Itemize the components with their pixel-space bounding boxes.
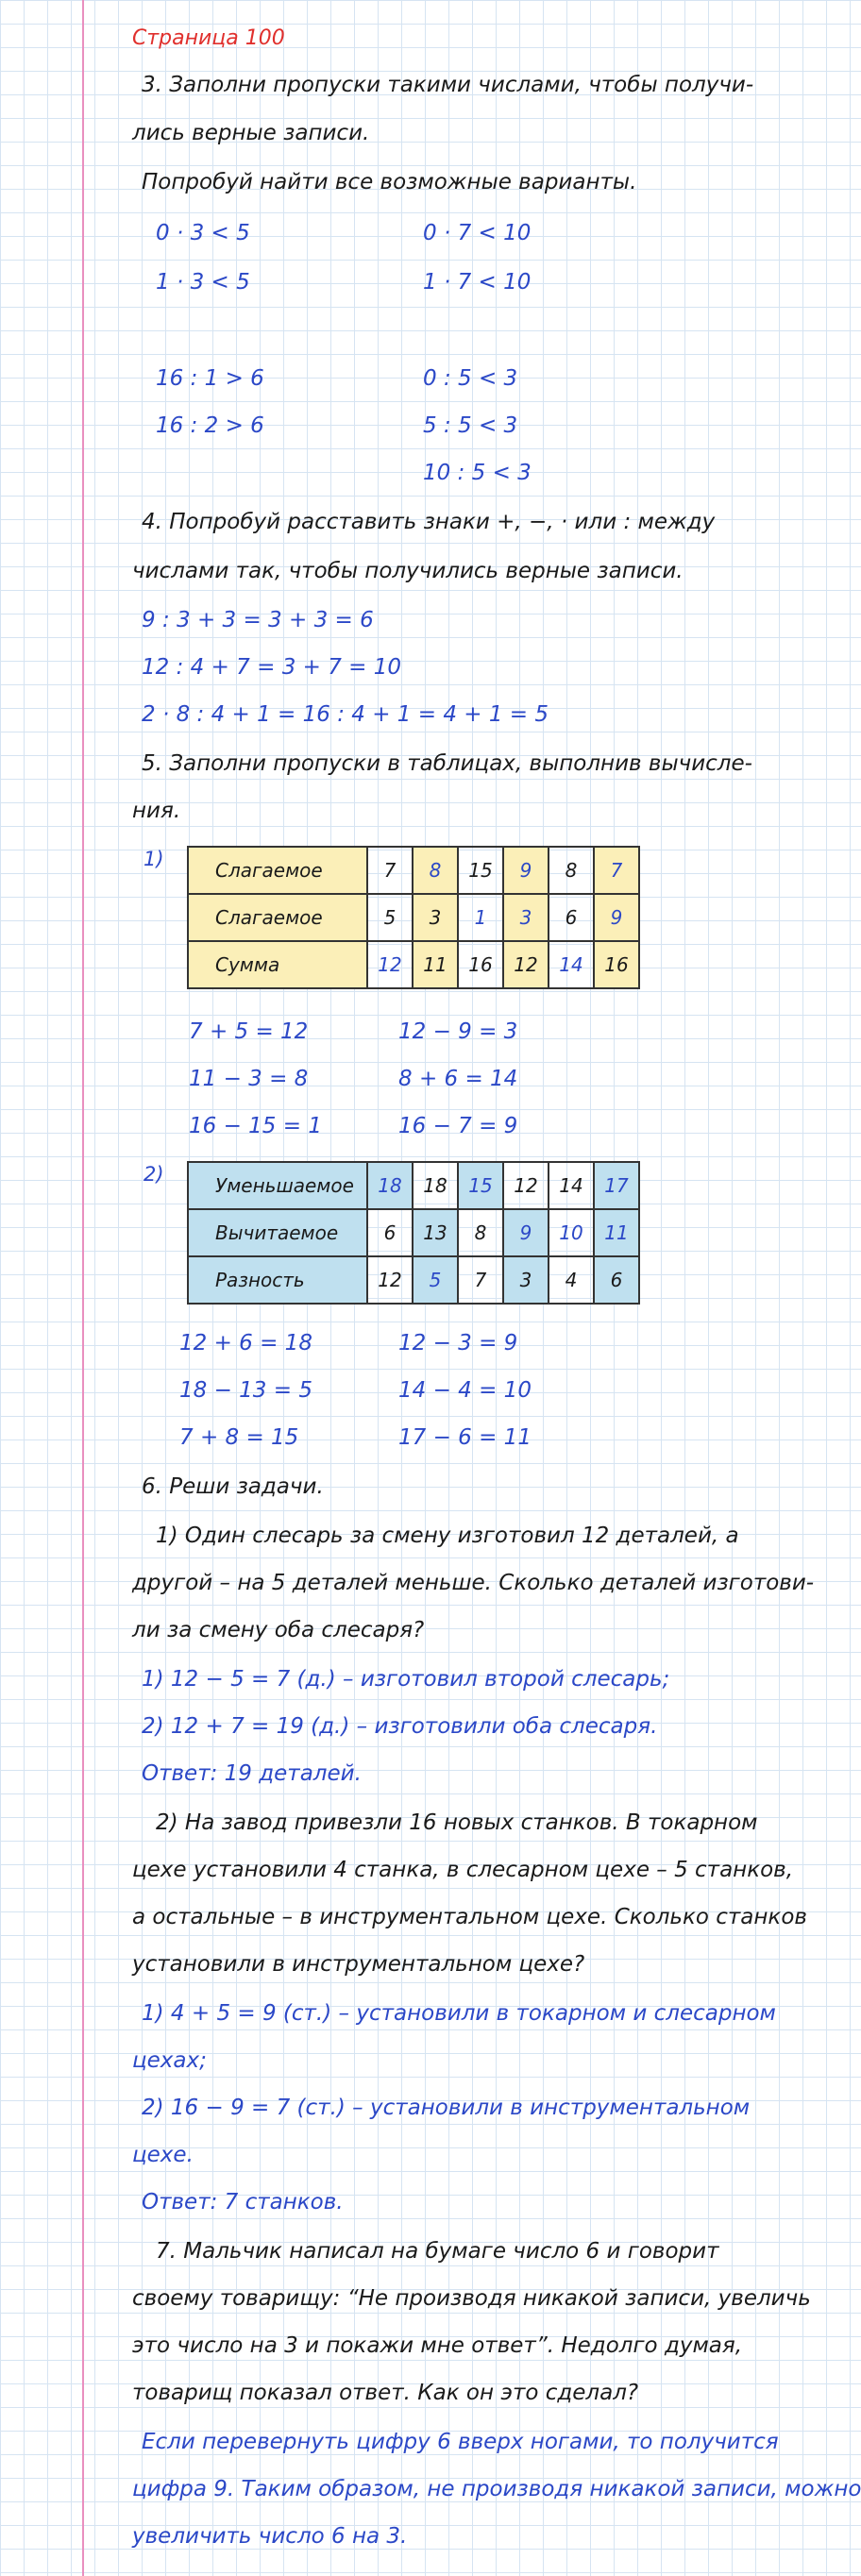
task6-s2-0: 1) 4 + 5 = 9 (ст.) – установили в токарном и слесарном	[142, 2001, 776, 2026]
calc2-left-1: 18 − 13 = 5	[179, 1378, 312, 1403]
task4-line2: числами так, чтобы получились верные записи.	[132, 559, 684, 583]
task3-right-1: 1 · 7 < 10	[423, 270, 532, 295]
calc1-right-1: 8 + 6 = 14	[398, 1067, 518, 1091]
task6-s2-3: цехе.	[132, 2143, 194, 2167]
table-cell: 8	[458, 1209, 503, 1256]
table-cell: 4	[549, 1256, 594, 1304]
table-cell: 12	[503, 1162, 549, 1209]
task3-right-3: 5 : 5 < 3	[423, 413, 518, 438]
task6-p1-1: другой – на 5 деталей меньше. Сколько деталей изготови-	[132, 1571, 815, 1595]
table-cell: 5	[413, 1256, 458, 1304]
calc2-left-2: 7 + 8 = 15	[179, 1425, 299, 1450]
calc1-right-0: 12 − 9 = 3	[398, 1019, 518, 1044]
table-cell: 9	[594, 894, 639, 941]
table-row	[188, 1256, 639, 1304]
table-cell: 12	[367, 941, 413, 988]
row-header: Вычитаемое	[188, 1209, 367, 1256]
task3-line2: лись верные записи.	[132, 121, 370, 145]
table-cell: 16	[458, 941, 503, 988]
task3-right-0: 0 · 7 < 10	[423, 221, 532, 245]
table-cell: 1	[458, 894, 503, 941]
table-subtraction	[187, 1161, 640, 1305]
table-cell: 5	[367, 894, 413, 941]
task7-line-2: это число на 3 и покажи мне ответ”. Недолго думая,	[132, 2333, 743, 2358]
task7-answer-2: увеличить число 6 на 3.	[132, 2524, 408, 2549]
calc1-right-2: 16 − 7 = 9	[398, 1114, 518, 1138]
task6-s2-2: 2) 16 − 9 = 7 (ст.) – установили в инструментальном	[142, 2096, 751, 2120]
table-cell: 3	[503, 1256, 549, 1304]
table-cell: 6	[367, 1209, 413, 1256]
task3-line1: 3. Заполни пропуски такими числами, чтобы получи-	[142, 73, 754, 97]
task7-line-0: 7. Мальчик написал на бумаге число 6 и говорит	[156, 2239, 719, 2264]
task6-p2-3: установили в инструментальном цехе?	[132, 1952, 585, 1977]
task6-p2-2: а остальные – в инструментальном цехе. Сколько станков	[132, 1905, 807, 1929]
task6-s2-1: цехах;	[132, 2048, 207, 2073]
calc2-left-0: 12 + 6 = 18	[179, 1331, 312, 1355]
table-row	[188, 847, 639, 894]
table-row	[188, 1162, 639, 1209]
calc1-left-2: 16 − 15 = 1	[189, 1114, 322, 1138]
table-cell: 7	[458, 1256, 503, 1304]
task3-right-4: 10 : 5 < 3	[423, 461, 532, 485]
table-cell: 13	[413, 1209, 458, 1256]
task3-right-2: 0 : 5 < 3	[423, 366, 518, 391]
task3-left-2: 16 : 1 > 6	[156, 366, 264, 391]
table-cell: 17	[594, 1162, 639, 1209]
row-header: Слагаемое	[188, 847, 367, 894]
task6-p2-1: цехе установили 4 станка, в слесарном цехе – 5 станков,	[132, 1858, 794, 1882]
task6-title: 6. Реши задачи.	[142, 1474, 324, 1499]
table-cell: 16	[594, 941, 639, 988]
table-addition	[187, 846, 640, 989]
table-cell: 11	[413, 941, 458, 988]
table-cell: 9	[503, 847, 549, 894]
row-header: Разность	[188, 1256, 367, 1304]
table2-label: 2)	[144, 1163, 164, 1186]
table-cell: 6	[594, 1256, 639, 1304]
table-cell: 14	[549, 941, 594, 988]
task3-left-1: 1 · 3 < 5	[156, 270, 250, 295]
task6-s1-0: 1) 12 − 5 = 7 (д.) – изготовил второй слесарь;	[142, 1667, 670, 1692]
table-cell: 14	[549, 1162, 594, 1209]
task6-s1-2: Ответ: 19 деталей.	[142, 1761, 362, 1786]
table-cell: 15	[458, 1162, 503, 1209]
table-cell: 3	[413, 894, 458, 941]
calc1-left-0: 7 + 5 = 12	[189, 1019, 309, 1044]
page-title: Страница 100	[132, 26, 285, 50]
table-cell: 12	[503, 941, 549, 988]
task7-answer-1: цифра 9. Таким образом, не производя никакой записи, можно	[132, 2477, 861, 2501]
task6-p1-0: 1) Один слесарь за смену изготовил 12 деталей, а	[156, 1524, 739, 1548]
table-row	[188, 941, 639, 988]
table-row	[188, 894, 639, 941]
table-cell: 18	[367, 1162, 413, 1209]
task4-answer-0: 9 : 3 + 3 = 3 + 3 = 6	[142, 608, 374, 632]
task6-s1-1: 2) 12 + 7 = 19 (д.) – изготовили оба слесаря.	[142, 1714, 658, 1739]
table-cell: 8	[413, 847, 458, 894]
table-cell: 11	[594, 1209, 639, 1256]
task4-answer-1: 12 : 4 + 7 = 3 + 7 = 10	[142, 655, 402, 680]
table-cell: 9	[503, 1209, 549, 1256]
table-cell: 10	[549, 1209, 594, 1256]
task4-answer-2: 2 · 8 : 4 + 1 = 16 : 4 + 1 = 4 + 1 = 5	[142, 702, 549, 727]
calc1-left-1: 11 − 3 = 8	[189, 1067, 309, 1091]
table-cell: 12	[367, 1256, 413, 1304]
task7-line-3: товарищ показал ответ. Как он это сделал?	[132, 2381, 639, 2405]
table-cell: 7	[367, 847, 413, 894]
table-row	[188, 1209, 639, 1256]
table-cell: 3	[503, 894, 549, 941]
task6-s2-4: Ответ: 7 станков.	[142, 2190, 344, 2214]
row-header: Уменьшаемое	[188, 1162, 367, 1209]
margin-line	[82, 0, 84, 2576]
calc2-right-1: 14 − 4 = 10	[398, 1378, 532, 1403]
task5-line2: ния.	[132, 799, 181, 823]
calc2-right-2: 17 − 6 = 11	[398, 1425, 532, 1450]
table-cell: 7	[594, 847, 639, 894]
calc2-right-0: 12 − 3 = 9	[398, 1331, 518, 1355]
task3-left-0: 0 · 3 < 5	[156, 221, 250, 245]
task7-answer-0: Если перевернуть цифру 6 вверх ногами, то получится	[142, 2430, 779, 2454]
row-header: Слагаемое	[188, 894, 367, 941]
task6-p1-2: ли за смену оба слесаря?	[132, 1618, 425, 1642]
row-header: Сумма	[188, 941, 367, 988]
table1-label: 1)	[144, 848, 164, 870]
task7-line-1: своему товарищу: “Не производя никакой записи, увеличь	[132, 2286, 811, 2311]
task3-left-3: 16 : 2 > 6	[156, 413, 264, 438]
task6-p2-0: 2) На завод привезли 16 новых станков. В токарном	[156, 1810, 758, 1835]
task4-line1: 4. Попробуй расставить знаки +, −, · или : между	[142, 510, 716, 534]
table-cell: 8	[549, 847, 594, 894]
task3-line3: Попробуй найти все возможные варианты.	[142, 170, 637, 194]
table-cell: 18	[413, 1162, 458, 1209]
table-cell: 6	[549, 894, 594, 941]
task5-line1: 5. Заполни пропуски в таблицах, выполнив вычисле-	[142, 751, 752, 776]
table-cell: 15	[458, 847, 503, 894]
